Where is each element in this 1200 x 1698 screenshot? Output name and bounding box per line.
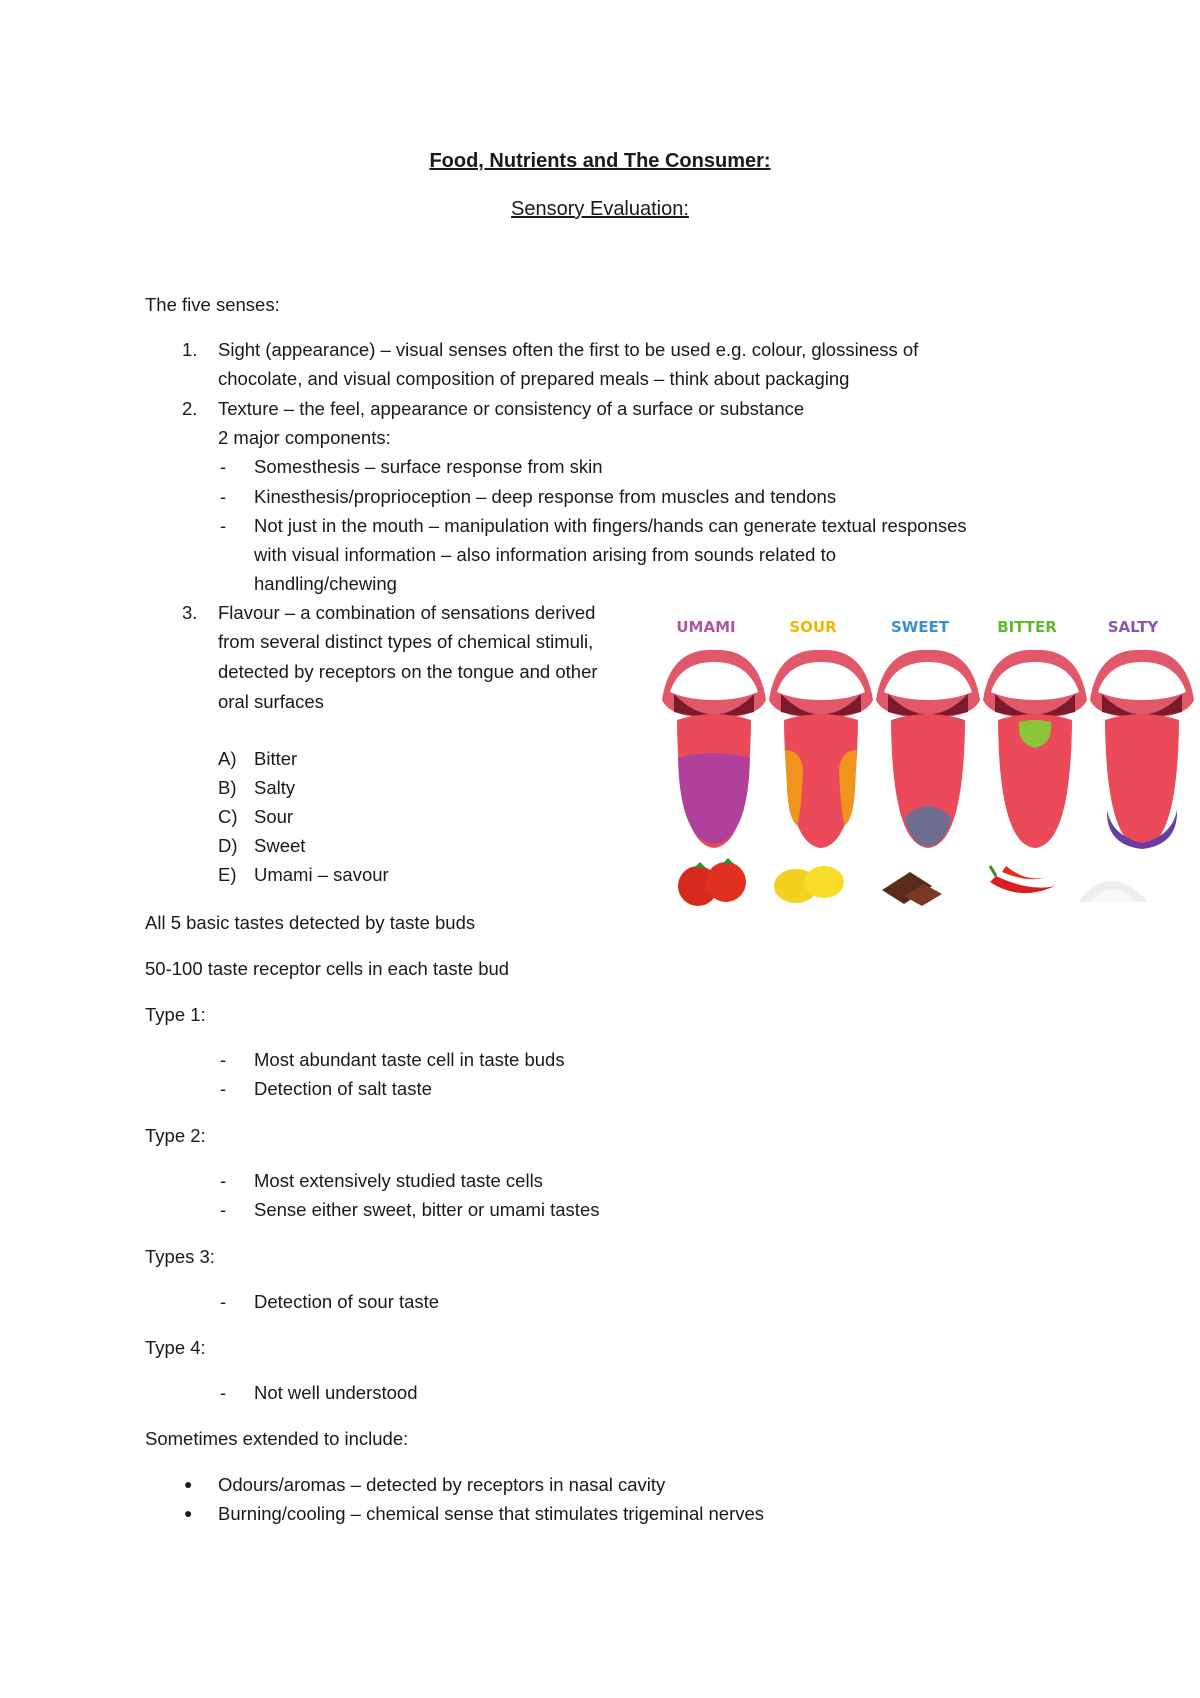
bullet-marker: ● <box>184 1476 193 1492</box>
mouth-bitter <box>983 650 1087 848</box>
type-point: Most abundant taste cell in taste buds <box>254 1049 565 1070</box>
texture-point: Kinesthesis/proprioception – deep response from muscles and tendons <box>254 486 837 507</box>
zone-sweet <box>904 807 952 848</box>
page-title: Food, Nutrients and The Consumer: <box>429 150 771 172</box>
salt-image <box>1078 881 1148 902</box>
mouth-sweet <box>876 650 980 848</box>
mouth-umami <box>662 650 766 848</box>
list-item-line: Flavour – a combination of sensations derived <box>218 602 596 623</box>
taste-name: Bitter <box>254 748 298 769</box>
dash-marker: - <box>220 1291 227 1312</box>
dash-marker: - <box>220 456 227 477</box>
mouth-sour <box>769 650 873 848</box>
type-point: Detection of salt taste <box>254 1078 432 1099</box>
list-item-line: from several distinct types of chemical stimuli, <box>218 631 594 652</box>
mouth-salty <box>1090 650 1194 849</box>
taste-name: Sour <box>254 806 294 827</box>
bullet-marker: ● <box>184 1505 193 1521</box>
list-item-line: 2 major components: <box>218 427 391 448</box>
taste-name: Sweet <box>254 835 306 856</box>
texture-point: Somesthesis – surface response from skin <box>254 456 603 477</box>
label-sour: SOUR <box>789 618 837 636</box>
dash-marker: - <box>220 1382 227 1403</box>
chocolate-image <box>882 872 942 906</box>
tomato-image <box>678 858 746 906</box>
dash-marker: - <box>220 1199 227 1220</box>
extended-heading: Sometimes extended to include: <box>145 1428 409 1449</box>
fact-line: All 5 basic tastes detected by taste buds <box>145 912 476 933</box>
label-umami: UMAMI <box>676 618 736 636</box>
dash-marker: - <box>220 1049 227 1070</box>
senses-intro: The five senses: <box>145 294 280 315</box>
extended-item: Odours/aromas – detected by receptors in nasal cavity <box>218 1474 666 1495</box>
label-sweet: SWEET <box>890 618 950 636</box>
dash-marker: - <box>220 486 227 507</box>
list-item-line: oral surfaces <box>218 691 324 712</box>
type-point: Detection of sour taste <box>254 1291 440 1312</box>
taste-name: Umami – savour <box>254 864 389 885</box>
texture-point: Not just in the mouth – manipulation with fingers/hands can generate textual responses <box>254 515 967 536</box>
list-item-line: Sight (appearance) – visual senses often the first to be used e.g. colour, glossiness of <box>218 339 919 360</box>
taste-letter: E) <box>218 864 237 885</box>
list-number: 3. <box>182 602 198 623</box>
list-item-line: Texture – the feel, appearance or consistency of a surface or substance <box>218 398 805 419</box>
type-point: Sense either sweet, bitter or umami tastes <box>254 1199 600 1220</box>
dash-marker: - <box>220 1170 227 1191</box>
extended-item: Burning/cooling – chemical sense that stimulates trigeminal nerves <box>218 1503 765 1524</box>
taste-letter: D) <box>218 835 238 856</box>
taste-letter: B) <box>218 777 237 798</box>
taste-letter: C) <box>218 806 238 827</box>
lemon-image <box>774 866 844 903</box>
chili-image <box>990 866 1055 893</box>
taste-name: Salty <box>254 777 296 798</box>
list-number: 1. <box>182 339 198 360</box>
label-bitter: BITTER <box>997 618 1057 636</box>
label-salty: SALTY <box>1107 618 1159 636</box>
taste-illustration <box>660 640 1200 920</box>
page-subtitle: Sensory Evaluation: <box>511 198 689 220</box>
list-item-line: chocolate, and visual composition of prepared meals – think about packaging <box>218 368 850 389</box>
fact-line: 50-100 taste receptor cells in each taste bud <box>145 958 510 979</box>
dash-marker: - <box>220 1078 227 1099</box>
type-point: Most extensively studied taste cells <box>254 1170 543 1191</box>
type-heading: Types 3: <box>145 1246 215 1267</box>
texture-point: with visual information – also information arising from sounds related to <box>254 544 837 565</box>
zone-umami <box>678 753 750 844</box>
taste-letter: A) <box>218 748 237 769</box>
list-number: 2. <box>182 398 198 419</box>
list-item-line: detected by receptors on the tongue and other <box>218 661 598 682</box>
dash-marker: - <box>220 515 227 536</box>
type-heading: Type 1: <box>145 1004 206 1025</box>
type-point: Not well understood <box>254 1382 418 1403</box>
type-heading: Type 2: <box>145 1125 206 1146</box>
type-heading: Type 4: <box>145 1337 206 1358</box>
texture-point: handling/chewing <box>254 573 397 594</box>
